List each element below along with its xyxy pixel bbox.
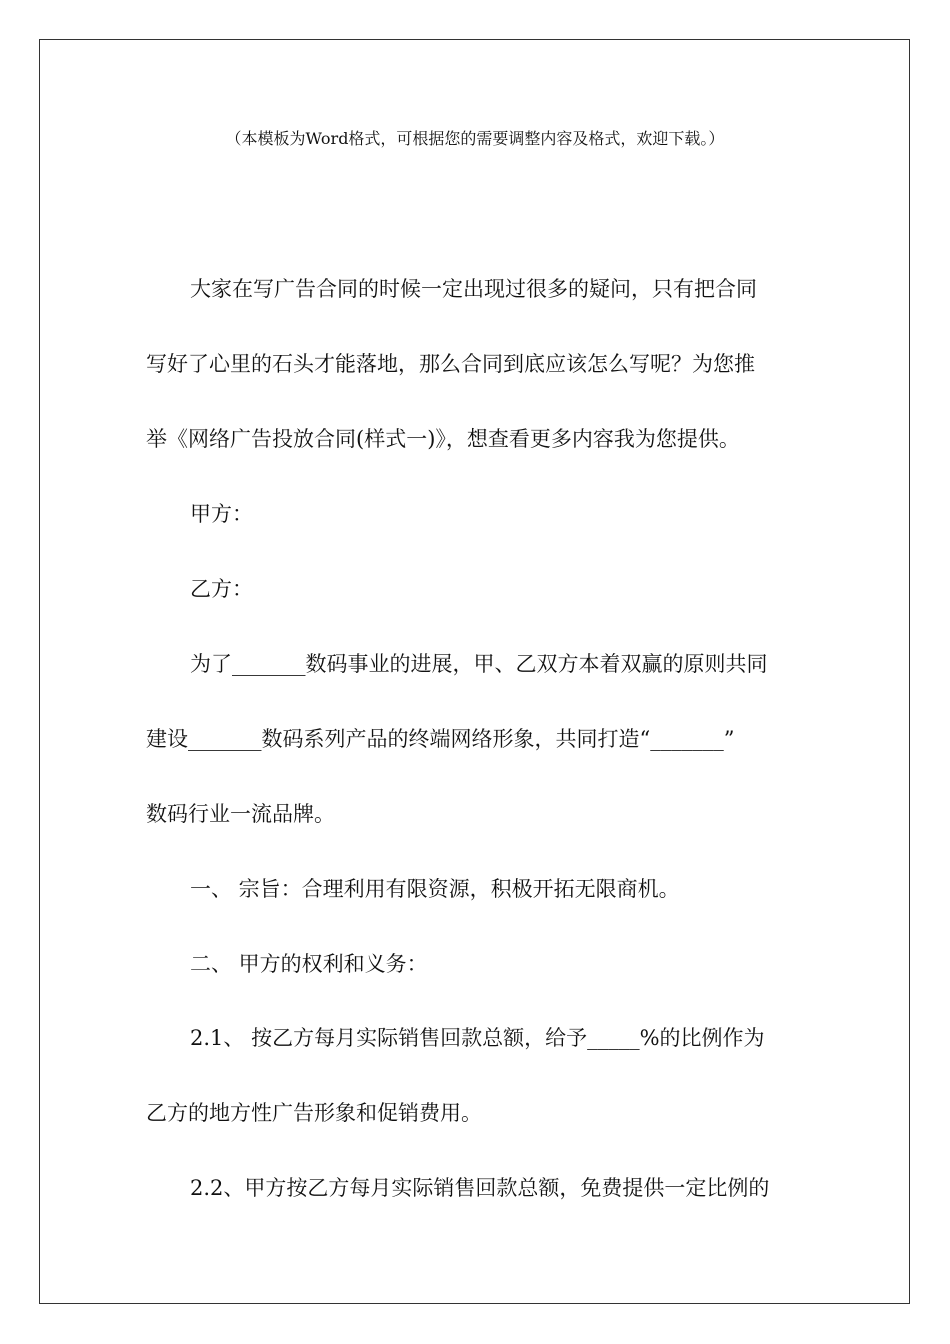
party-b-label: 乙方： <box>190 577 253 601</box>
paragraph-line: 写好了心里的石头才能落地，那么合同到底应该怎么写呢？为您推 <box>146 352 755 376</box>
paragraph-line: 举《网络广告投放合同(样式一)》，想查看更多内容我为您提供。 <box>146 427 740 451</box>
paragraph-line: 为了_______数码事业的进展，甲、乙双方本着双赢的原则共同 <box>190 652 768 676</box>
party-a-label: 甲方： <box>190 502 253 526</box>
section-heading: 二、 甲方的权利和义务： <box>190 952 428 976</box>
section-heading: 一、 宗旨：合理利用有限资源，积极开拓无限商机。 <box>190 877 680 901</box>
paragraph-line: 建设_______数码系列产品的终端网络形象，共同打造“_______” <box>146 727 735 751</box>
clause-line: 2.1、 按乙方每月实际销售回款总额，给予_____%的比例作为 <box>190 1026 765 1050</box>
paragraph-line: 大家在写广告合同的时候一定出现过很多的疑问，只有把合同 <box>190 277 757 301</box>
clause-line: 乙方的地方性广告形象和促销费用。 <box>146 1101 482 1125</box>
template-note: （本模板为Word格式，可根据您的需要调整内容及格式，欢迎下载。） <box>225 129 725 148</box>
clause-line: 2.2、甲方按乙方每月实际销售回款总额，免费提供一定比例的 <box>190 1176 770 1200</box>
paragraph-line: 数码行业一流品牌。 <box>146 802 335 826</box>
